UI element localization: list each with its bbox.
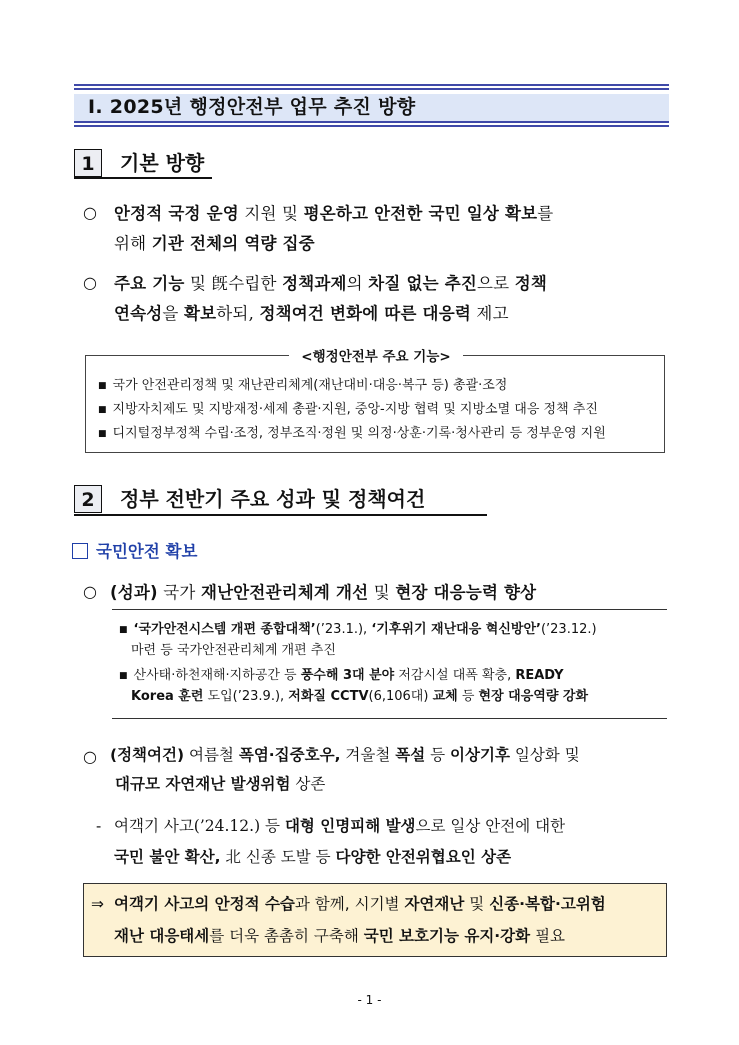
- square-bullet-icon: ■: [119, 671, 128, 681]
- list-item: ■ ‘국가안전시스템 개편 종합대책’(’23.1.), ‘기후위기 재난대응 혁신방안’(’23.12.): [119, 622, 597, 637]
- section-title-1: 기본 방향: [120, 151, 205, 175]
- list-item: ■ 디지털정부정책 수립·조정, 정부조직·정원 및 의정·상훈·기록·청사관리 등 정부운영 지원: [98, 426, 606, 441]
- paragraph-line: 위해 기관 전체의 역량 집중: [114, 234, 315, 253]
- section-underline-1: [74, 177, 212, 179]
- dash-bullet: -: [96, 817, 102, 835]
- section-title-2: 정부 전반기 주요 성과 및 정책여건: [120, 487, 426, 511]
- section-number-1: 1: [74, 149, 102, 177]
- achievement-top-rule: [112, 609, 667, 610]
- paragraph-line: 안정적 국정 운영 지원 및 평온하고 안전한 국민 일상 확보를: [114, 204, 554, 223]
- key-functions-title: <행정안전부 주요 기능>: [86, 345, 666, 365]
- banner-bottom-rule: [74, 121, 669, 131]
- list-item-continuation: Korea 훈련 도입(’23.9.), 저화질 CCTV(6,106대) 교체 등 현장 대응역량 강화: [131, 689, 589, 704]
- paragraph-line: 주요 기능 및 旣수립한 정책과제의 차질 없는 추진으로 정책: [114, 274, 548, 293]
- checkbox-square-icon: [72, 543, 88, 559]
- banner-top-rule: [74, 84, 669, 94]
- page-title: Ⅰ. 2025년 행정안전부 업무 추진 방향: [88, 96, 416, 118]
- callout-line: 재난 대응태세를 더욱 촘촘히 구축해 국민 보호기능 유지·강화 필요: [114, 927, 566, 945]
- key-functions-box: [85, 349, 665, 453]
- arrow-icon: ⇒: [91, 895, 104, 913]
- callout-line: 여객기 사고의 안정적 수습과 함께, 시기별 자연재난 및 신종·복합·고위험: [114, 895, 606, 913]
- bullet-circle: ○: [83, 582, 97, 601]
- subheading: 국민안전 확보: [72, 538, 197, 562]
- square-bullet-icon: ■: [119, 625, 128, 635]
- bullet-circle: ○: [83, 273, 97, 292]
- section-number-2: 2: [74, 485, 102, 513]
- paragraph-line: 연속성을 확보하되, 정책여건 변화에 따른 대응력 제고: [114, 304, 509, 323]
- achievement-bottom-rule: [112, 718, 667, 719]
- square-bullet-icon: ■: [98, 381, 107, 391]
- paragraph-line: (정책여건) 여름철 폭염·집중호우, 겨울철 폭설 등 이상기후 일상화 및: [110, 746, 580, 764]
- list-item: ■ 국가 안전관리정책 및 재난관리체계(재난대비·대응·복구 등) 총괄·조정: [98, 378, 508, 393]
- page-number: - 1 -: [357, 993, 382, 1007]
- conclusion-callout: [83, 883, 667, 957]
- list-item: ■ 지방자치제도 및 지방재정·세제 총괄·지원, 중앙-지방 협력 및 지방소멸 대응 정책 추진: [98, 402, 598, 417]
- paragraph-line: 대규모 자연재난 발생위험 상존: [115, 775, 326, 793]
- list-item-continuation: 마련 등 국가안전관리체계 개편 추진: [131, 643, 336, 658]
- square-bullet-icon: ■: [98, 405, 107, 415]
- section-underline-2: [74, 514, 487, 516]
- bullet-circle: ○: [83, 747, 97, 766]
- square-bullet-icon: ■: [98, 429, 107, 439]
- list-item: ■ 산사태·하천재해·지하공간 등 풍수해 3대 분야 저감시설 대폭 확충, READY: [119, 668, 564, 683]
- bullet-circle: ○: [83, 203, 97, 222]
- paragraph-line: (성과) 국가 재난안전관리체계 개선 및 현장 대응능력 향상: [110, 583, 537, 602]
- paragraph-line: 국민 불안 확산, 北 신종 도발 등 다양한 안전위협요인 상존: [114, 848, 512, 866]
- paragraph-line: 여객기 사고(’24.12.) 등 대형 인명피해 발생으로 일상 안전에 대한: [114, 817, 566, 835]
